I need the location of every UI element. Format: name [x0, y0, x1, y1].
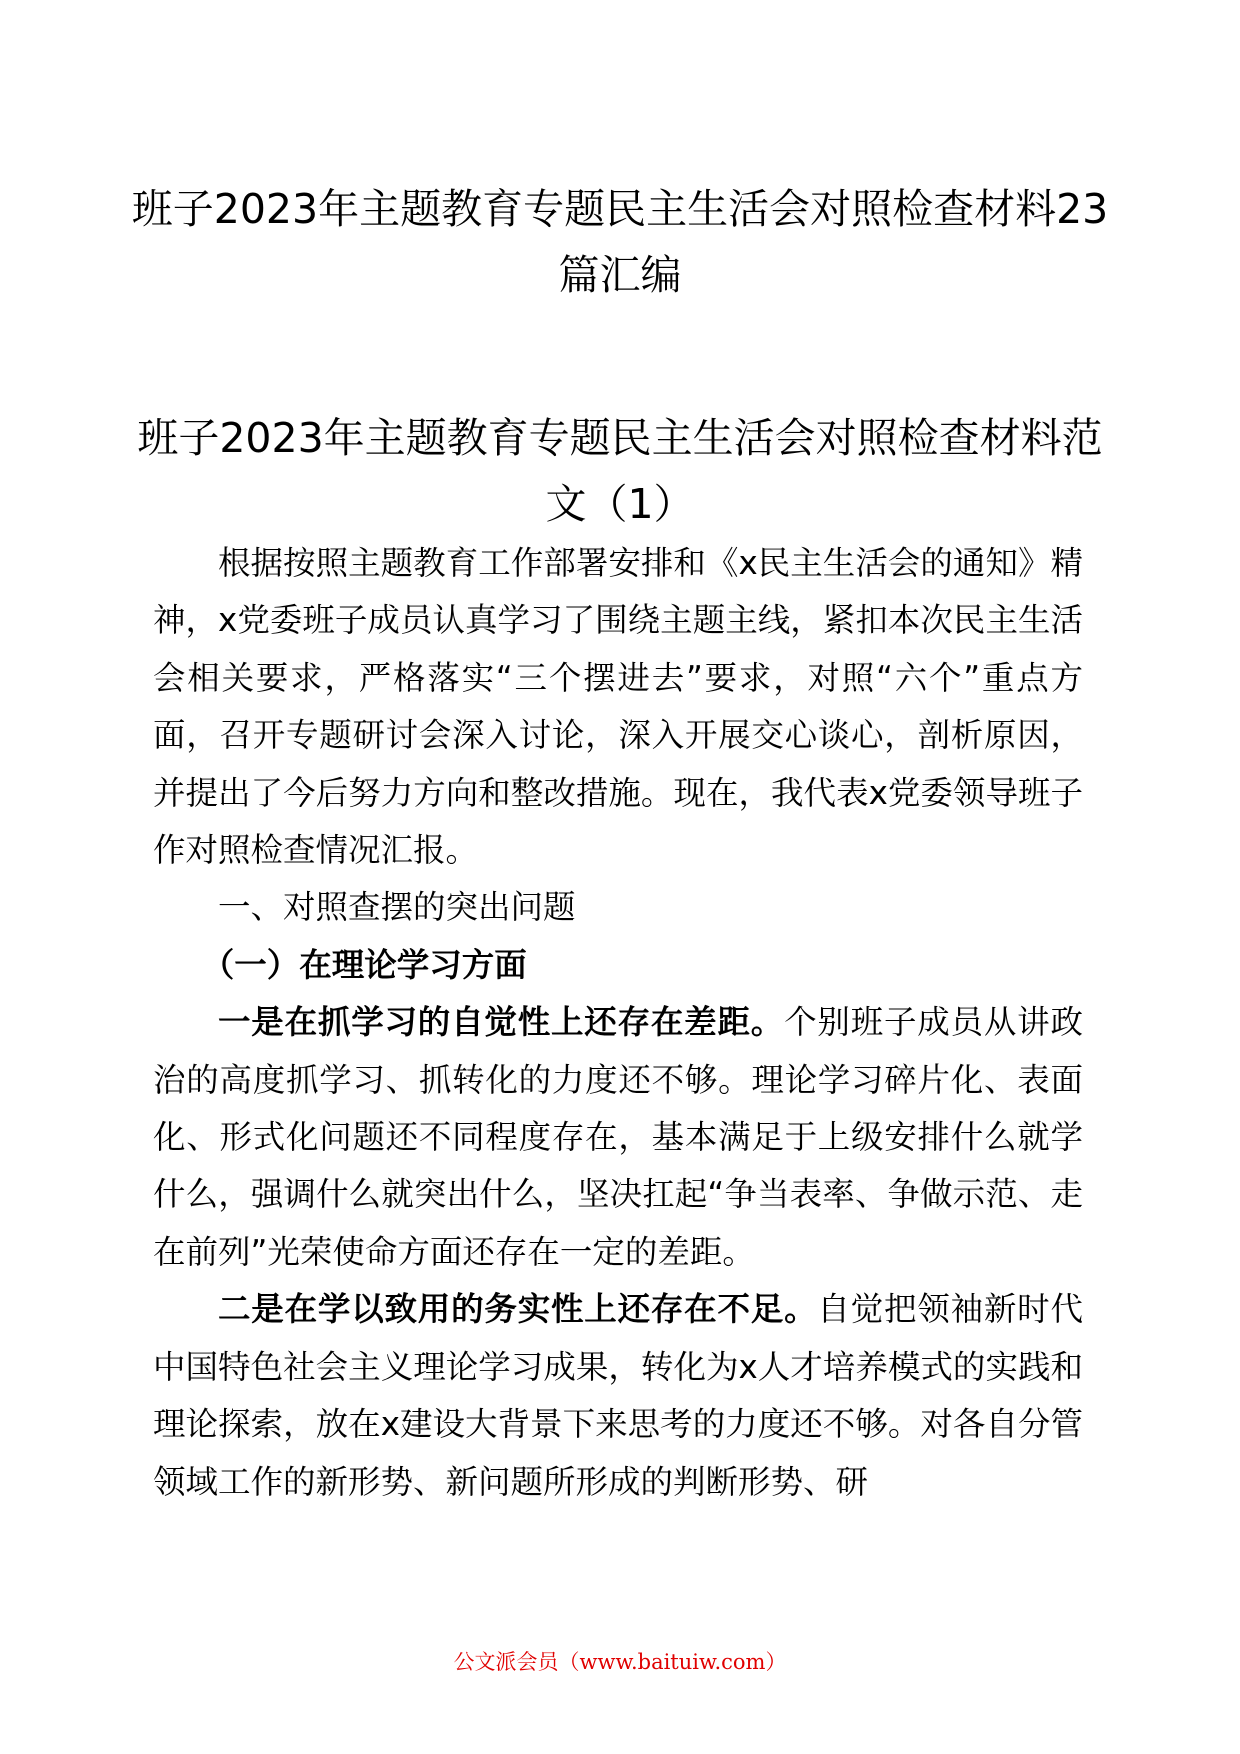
point-lead-1: 一是在抓学习的自觉性上还存在差距。	[218, 1003, 785, 1042]
point-lead-2: 二是在学以致用的务实性上还存在不足。	[218, 1290, 818, 1329]
document-body	[153, 535, 1083, 1511]
section-subheading: （一）在理论学习方面	[201, 945, 527, 984]
footer-watermark: 公文派会员（www.baituiw.com）	[453, 1650, 787, 1674]
point-text-2: 自觉把领袖新时代中国特色社会主义理论学习成果，转化为x人才培养模式的实践和理论探索，放在x建设大背景下来思考的力度还不够。对各自分管领域工作的新形势、新问题所形成的判断形势、研	[153, 1290, 1083, 1501]
point-text-1: 个别班子成员从讲政治的高度抓学习、抓转化的力度还不够。理论学习碎片化、表面化、形式化问题还不同程度存在，基本满足于上级安排什么就学什么，强调什么就突出什么，坚决扛起“争当表率、争做示范、走在前列”光荣使命方面还存在一定的差距。	[153, 1003, 1083, 1271]
document-subtitle: 班子2023年主题教育专题民主生活会对照检查材料范文（1）	[137, 414, 1103, 528]
document-title: 班子2023年主题教育专题民主生活会对照检查材料23篇汇编	[131, 185, 1109, 299]
point-paragraph-2	[153, 1281, 1083, 1511]
section-heading: 一、对照查摆的突出问题	[218, 888, 576, 927]
point-paragraph-1	[153, 994, 1083, 1281]
intro-paragraph: 根据按照主题教育工作部署安排和《x民主生活会的通知》精神，x党委班子成员认真学习了围绕主题主线，紧扣本次民主生活会相关要求，严格落实“三个摆进去”要求，对照“六个”重点方面，召开专题研讨会深入讨论，深入开展交心谈心，剖析原因，并提出了今后努力方向和整改措施。现在，我代表x党委领导班子作对照检查情况汇报。	[153, 544, 1083, 870]
